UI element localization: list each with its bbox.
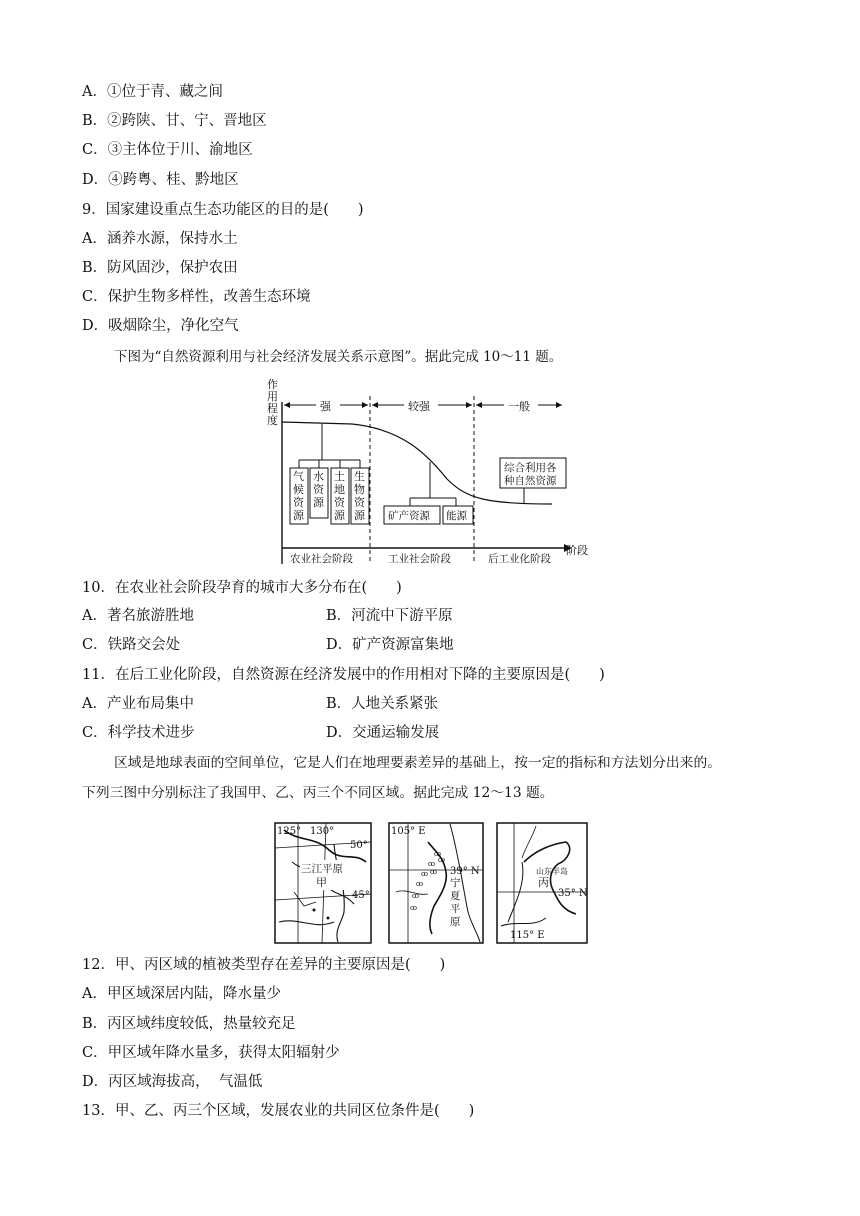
q12-option-b: B．丙区域纬度较低，热量较充足 xyxy=(82,1016,296,1032)
q11-option-a: A．产业布局集中 xyxy=(82,696,194,712)
q11-option-b: B．人地关系紧张 xyxy=(326,696,439,712)
q10-option-d: D．矿产资源富集地 xyxy=(326,637,454,653)
svg-text:资: 资 xyxy=(354,496,365,509)
svg-text:生: 生 xyxy=(354,470,365,483)
q11-stem: 11．在后工业化阶段，自然资源在经济发展中的作用相对下降的主要原因是( ) xyxy=(82,667,605,683)
svg-text:源: 源 xyxy=(334,509,345,522)
x-axis-label: 阶段 xyxy=(566,544,588,557)
map-yi xyxy=(388,822,484,944)
svg-text:物: 物 xyxy=(354,483,365,496)
intro-12-13-line2: 下列三图中分别标注了我国甲、乙、丙三个不同区域。据此完成 12～13 题。 xyxy=(82,785,554,801)
q13-stem: 13．甲、乙、丙三个区域，发展农业的共同区位条件是( ) xyxy=(82,1103,475,1119)
q9-option-c: C．保护生物多样性，改善生态环境 xyxy=(82,289,311,305)
strength-label-strong: 强 xyxy=(320,400,331,413)
svg-text:ꝏ: ꝏ xyxy=(421,870,428,878)
stage-label-industrial: 工业社会阶段 xyxy=(388,553,451,565)
svg-text:45°: 45° xyxy=(352,890,370,901)
stage-label-post-industrial: 后工业化阶段 xyxy=(488,553,551,565)
svg-text:39° N: 39° N xyxy=(450,866,480,877)
q10-option-a: A．著名旅游胜地 xyxy=(82,608,194,624)
q11-option-d: D．交通运输发展 xyxy=(326,725,440,741)
svg-text:矿产资源: 矿产资源 xyxy=(388,510,430,522)
q11-option-c: C．科学技术进步 xyxy=(82,725,195,741)
svg-text:50°: 50° xyxy=(350,840,368,851)
strength-label-general: 一般 xyxy=(508,400,530,413)
svg-text:能源: 能源 xyxy=(446,510,467,522)
q8-option-c: C．③主体位于川、渝地区 xyxy=(82,142,253,158)
svg-text:地: 地 xyxy=(334,483,345,496)
strength-label-fairly-strong: 较强 xyxy=(408,400,430,413)
map-jia xyxy=(274,822,372,944)
q12-option-c: C．甲区域年降水量多，获得太阳辐射少 xyxy=(82,1045,340,1061)
q9-option-b: B．防风固沙，保护农田 xyxy=(82,260,238,276)
svg-text:宁: 宁 xyxy=(450,877,461,889)
q9-stem: 9．国家建设重点生态功能区的目的是( ) xyxy=(82,202,364,218)
stage-label-agricultural: 农业社会阶段 xyxy=(290,553,353,565)
svg-text:资: 资 xyxy=(293,496,304,509)
q10-option-b: B．河流中下游平原 xyxy=(326,608,453,624)
q8-option-d: D．④跨粤、桂、黔地区 xyxy=(82,172,239,188)
q8-option-b: B．②跨陕、甘、宁、晋地区 xyxy=(82,113,267,129)
svg-text:ꝏ: ꝏ xyxy=(416,880,423,888)
svg-text:资: 资 xyxy=(334,496,345,509)
svg-text:130°: 130° xyxy=(310,826,335,837)
svg-text:ꝏ: ꝏ xyxy=(434,850,441,858)
svg-text:候: 候 xyxy=(293,483,304,496)
svg-text:夏: 夏 xyxy=(450,890,461,902)
svg-text:35° N: 35° N xyxy=(558,888,588,899)
y-axis-label-4: 度 xyxy=(267,414,278,427)
svg-text:源: 源 xyxy=(313,496,324,509)
svg-text:原: 原 xyxy=(450,916,461,928)
svg-text:资: 资 xyxy=(313,483,324,496)
svg-text:土: 土 xyxy=(334,470,345,483)
y-axis-label-3: 程 xyxy=(267,402,278,415)
y-axis-label-2: 用 xyxy=(267,390,278,403)
svg-text:ꝏ: ꝏ xyxy=(428,860,435,868)
svg-text:源: 源 xyxy=(354,509,365,522)
svg-text:105° E: 105° E xyxy=(391,826,426,837)
svg-text:气: 气 xyxy=(293,470,304,483)
svg-text:ꝏ: ꝏ xyxy=(430,868,437,876)
svg-text:山东半岛: 山东半岛 xyxy=(536,867,568,876)
intro-12-13-line1: 区域是地球表面的空间单位，它是人们在地理要素差异的基础上，按一定的指标和方法划分出来的。 xyxy=(114,755,722,771)
q9-option-a: A．涵养水源，保持水土 xyxy=(82,231,238,247)
svg-text:综合利用各: 综合利用各 xyxy=(504,462,557,474)
q8-option-a: A．①位于青、藏之间 xyxy=(82,84,223,100)
y-axis-label-1: 作 xyxy=(267,378,278,391)
svg-text:115° E: 115° E xyxy=(510,930,545,941)
svg-text:125°: 125° xyxy=(277,826,302,837)
map-bing xyxy=(496,822,588,944)
svg-text:ꝏ: ꝏ xyxy=(410,904,417,912)
q12-stem: 12．甲、丙区域的植被类型存在差异的主要原因是( ) xyxy=(82,957,446,973)
q10-option-c: C．铁路交会处 xyxy=(82,637,181,653)
svg-text:ꝏ: ꝏ xyxy=(438,856,445,864)
resource-development-diagram xyxy=(262,374,602,570)
intro-10-11: 下图为“自然资源利用与社会经济发展关系示意图”。据此完成 10～11 题。 xyxy=(114,349,563,365)
q10-stem: 10．在农业社会阶段孕育的城市大多分布在( ) xyxy=(82,580,402,596)
region-label-sanjiang: 三江平原 xyxy=(301,863,343,875)
region-mark-jia: 甲 xyxy=(316,876,327,889)
q12-option-d: D．丙区域海拔高， 气温低 xyxy=(82,1074,263,1090)
svg-text:种自然资源: 种自然资源 xyxy=(504,475,557,487)
q9-option-d: D．吸烟除尘，净化空气 xyxy=(82,318,239,334)
svg-text:ꝏ: ꝏ xyxy=(412,892,419,900)
svg-text:平: 平 xyxy=(450,903,461,915)
svg-text:水: 水 xyxy=(313,470,324,483)
svg-text:丙: 丙 xyxy=(538,876,549,889)
q12-option-a: A．甲区域深居内陆，降水量少 xyxy=(82,986,281,1002)
svg-text:源: 源 xyxy=(293,509,304,522)
